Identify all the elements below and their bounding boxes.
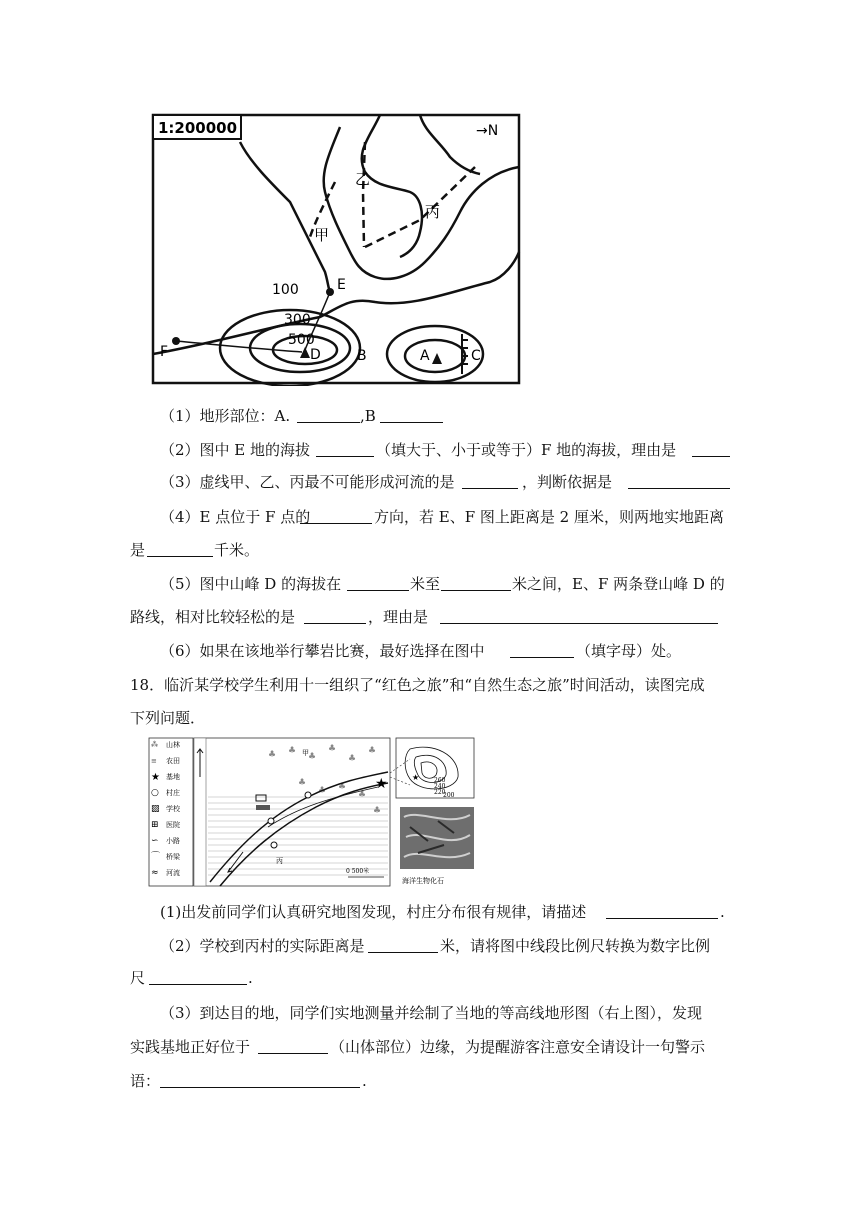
svg-text:⌒: ⌒: [151, 852, 161, 862]
svg-text:♣: ♣: [328, 744, 337, 754]
q17-6-text-c: 米之间，E、F 两条登山峰 D 的: [512, 575, 725, 593]
svg-text:♣: ♣: [298, 778, 307, 788]
answer-blank[interactable]: [149, 968, 247, 985]
legend-item-5: 学校: [166, 805, 180, 813]
svg-text:♣: ♣: [308, 752, 317, 762]
answer-blank[interactable]: [160, 1071, 360, 1088]
map-legend: [149, 738, 193, 886]
svg-text:∽: ∽: [151, 836, 159, 846]
svg-text:♣: ♣: [368, 746, 377, 756]
q18-4-text-a: （3）到达目的地，同学们实地测量并绘制了当地的等高线地形图（右上图），发现: [160, 1004, 703, 1022]
q17-3-text-a: （3）虚线甲、乙、丙最不可能形成河流的是: [160, 473, 455, 491]
fossil-photo: [400, 807, 474, 885]
legend-item-7: 小路: [166, 837, 180, 845]
legend-item-8: 桥梁: [166, 853, 180, 861]
q17-1-text-b: ,B: [360, 407, 376, 425]
legend-item-6: 医院: [166, 821, 180, 829]
answer-blank[interactable]: [347, 574, 409, 591]
answer-blank[interactable]: [300, 507, 372, 524]
q18-5-text-b: （山体部位）边缘，为提醒游客注意安全请设计一句警示: [330, 1038, 706, 1056]
svg-text:♣: ♣: [288, 746, 297, 756]
label-C: C: [471, 348, 481, 364]
village-icon: [305, 792, 311, 798]
q17-5-text-b: 千米。: [214, 541, 260, 559]
fossil-caption: 海洋生物化石: [402, 877, 444, 885]
svg-text:♣: ♣: [373, 806, 382, 816]
contour-label: 260: [434, 777, 446, 784]
q17-2-text-a: （2）图中 E 地的海拔: [160, 441, 311, 459]
legend-item-2: 农田: [166, 757, 180, 765]
village-icon: [271, 842, 277, 848]
label-yi: 乙: [355, 170, 371, 188]
svg-text:⊞: ⊞: [151, 820, 159, 830]
answer-blank[interactable]: [297, 406, 360, 423]
q17-8-text-a: （6）如果在该地举行攀岩比赛，最好选择在图中: [160, 642, 485, 660]
q17-8-text-b: （填字母）处。: [576, 642, 682, 660]
q17-7-text-b: ，理由是: [368, 608, 429, 626]
village-map: [194, 738, 390, 886]
map-label-bing: 丙: [276, 857, 283, 865]
q17-5-text-a: 是: [130, 541, 146, 559]
q18-stem-1: 18．临沂某学校学生利用十一组织了“红色之旅”和“自然生态之旅”时间活动，读图完成: [130, 676, 705, 694]
label-E: E: [337, 277, 346, 293]
q17-4-text-a: （4）E 点位于 F 点的: [160, 508, 311, 526]
q18-2-text-b: 米，请将图中线段比例尺转换为数字比例: [440, 937, 711, 955]
contour-label: 220: [434, 789, 446, 796]
label-A: A: [420, 348, 430, 364]
contour-label: 240: [434, 783, 446, 790]
legend-item-9: 河流: [166, 869, 180, 877]
answer-blank[interactable]: [258, 1037, 328, 1054]
svg-text:♣: ♣: [268, 750, 277, 760]
answer-blank[interactable]: [606, 902, 718, 919]
q18-5-text-a: 实践基地正好位于: [130, 1038, 251, 1056]
q18-3-text-b: .: [248, 969, 253, 987]
contour-label-500: 500: [288, 332, 315, 348]
q18-2-text-a: （2）学校到丙村的实际距离是: [160, 937, 365, 955]
svg-text:⁂: ⁂: [151, 741, 158, 749]
label-jia: 甲: [314, 226, 330, 244]
school-icon: [256, 805, 270, 810]
answer-blank[interactable]: [462, 472, 518, 489]
map-label-jia: 甲: [302, 749, 309, 757]
village-icon: [268, 818, 274, 824]
q18-1-text-b: .: [720, 903, 725, 921]
point-F: [172, 337, 180, 345]
q18-3-text-a: 尺: [130, 969, 146, 987]
north-arrow: →N: [476, 123, 499, 139]
q18-6-text-b: .: [362, 1072, 367, 1090]
svg-text:≡: ≡: [151, 757, 157, 765]
answer-blank[interactable]: [692, 440, 730, 457]
legend-item-4: 村庄: [166, 789, 180, 797]
q17-6-text-b: 米至: [410, 575, 441, 593]
svg-text:♣: ♣: [318, 786, 327, 796]
contour-label: 200: [443, 792, 455, 799]
label-D: D: [310, 347, 321, 363]
inset-star-icon: ★: [412, 773, 420, 782]
label-bing: 丙: [425, 203, 441, 221]
svg-text:▨: ▨: [151, 804, 160, 814]
answer-blank[interactable]: [510, 641, 574, 658]
village-map-figure: [148, 737, 476, 889]
q17-3-text-b: ，判断依据是: [522, 473, 613, 491]
map-scale: 1:200000: [158, 119, 238, 137]
q17-7-text-a: 路线，相对比较轻松的是: [130, 608, 296, 626]
svg-text:★: ★: [151, 772, 160, 783]
q17-1-text-a: （1）地形部位：A.: [160, 407, 291, 425]
legend-item-3: 基地: [166, 773, 180, 781]
point-E: [326, 288, 334, 296]
q18-6-text-a: 语：: [130, 1072, 161, 1090]
answer-blank[interactable]: [316, 440, 374, 457]
contour-label-300: 300: [284, 312, 311, 328]
contour-map-figure: [150, 112, 522, 386]
answer-blank[interactable]: [441, 574, 511, 591]
q17-6-text-a: （5）图中山峰 D 的海拔在: [160, 575, 342, 593]
svg-text:♣: ♣: [338, 782, 347, 792]
svg-text:○: ○: [151, 788, 159, 798]
contour-inset: [390, 738, 474, 799]
base-star-icon: ★: [375, 776, 388, 792]
svg-text:♣: ♣: [358, 790, 367, 800]
q17-4-text-b: 方向，若 E、F 图上距离是 2 厘米，则两地实地距离: [374, 508, 724, 526]
answer-blank[interactable]: [147, 540, 213, 557]
map-scale-text: 0 500米: [346, 868, 370, 875]
svg-text:≈: ≈: [151, 868, 159, 878]
answer-blank[interactable]: [440, 607, 718, 624]
answer-blank[interactable]: [304, 607, 366, 624]
label-B: B: [357, 348, 367, 364]
svg-text:♣: ♣: [348, 754, 357, 764]
answer-blank[interactable]: [380, 406, 443, 423]
q18-1-text-a: (1)出发前同学们认真研究地图发现，村庄分布很有规律，请描述: [160, 903, 587, 921]
label-F: F: [160, 344, 169, 360]
answer-blank[interactable]: [628, 472, 730, 489]
q17-2-text-b: （填大于、小于或等于）F 地的海拔，理由是: [376, 441, 677, 459]
answer-blank[interactable]: [368, 936, 438, 953]
legend-item-1: 山林: [166, 741, 180, 749]
contour-label-100: 100: [272, 282, 299, 298]
q18-stem-2: 下列问题．: [130, 709, 206, 727]
